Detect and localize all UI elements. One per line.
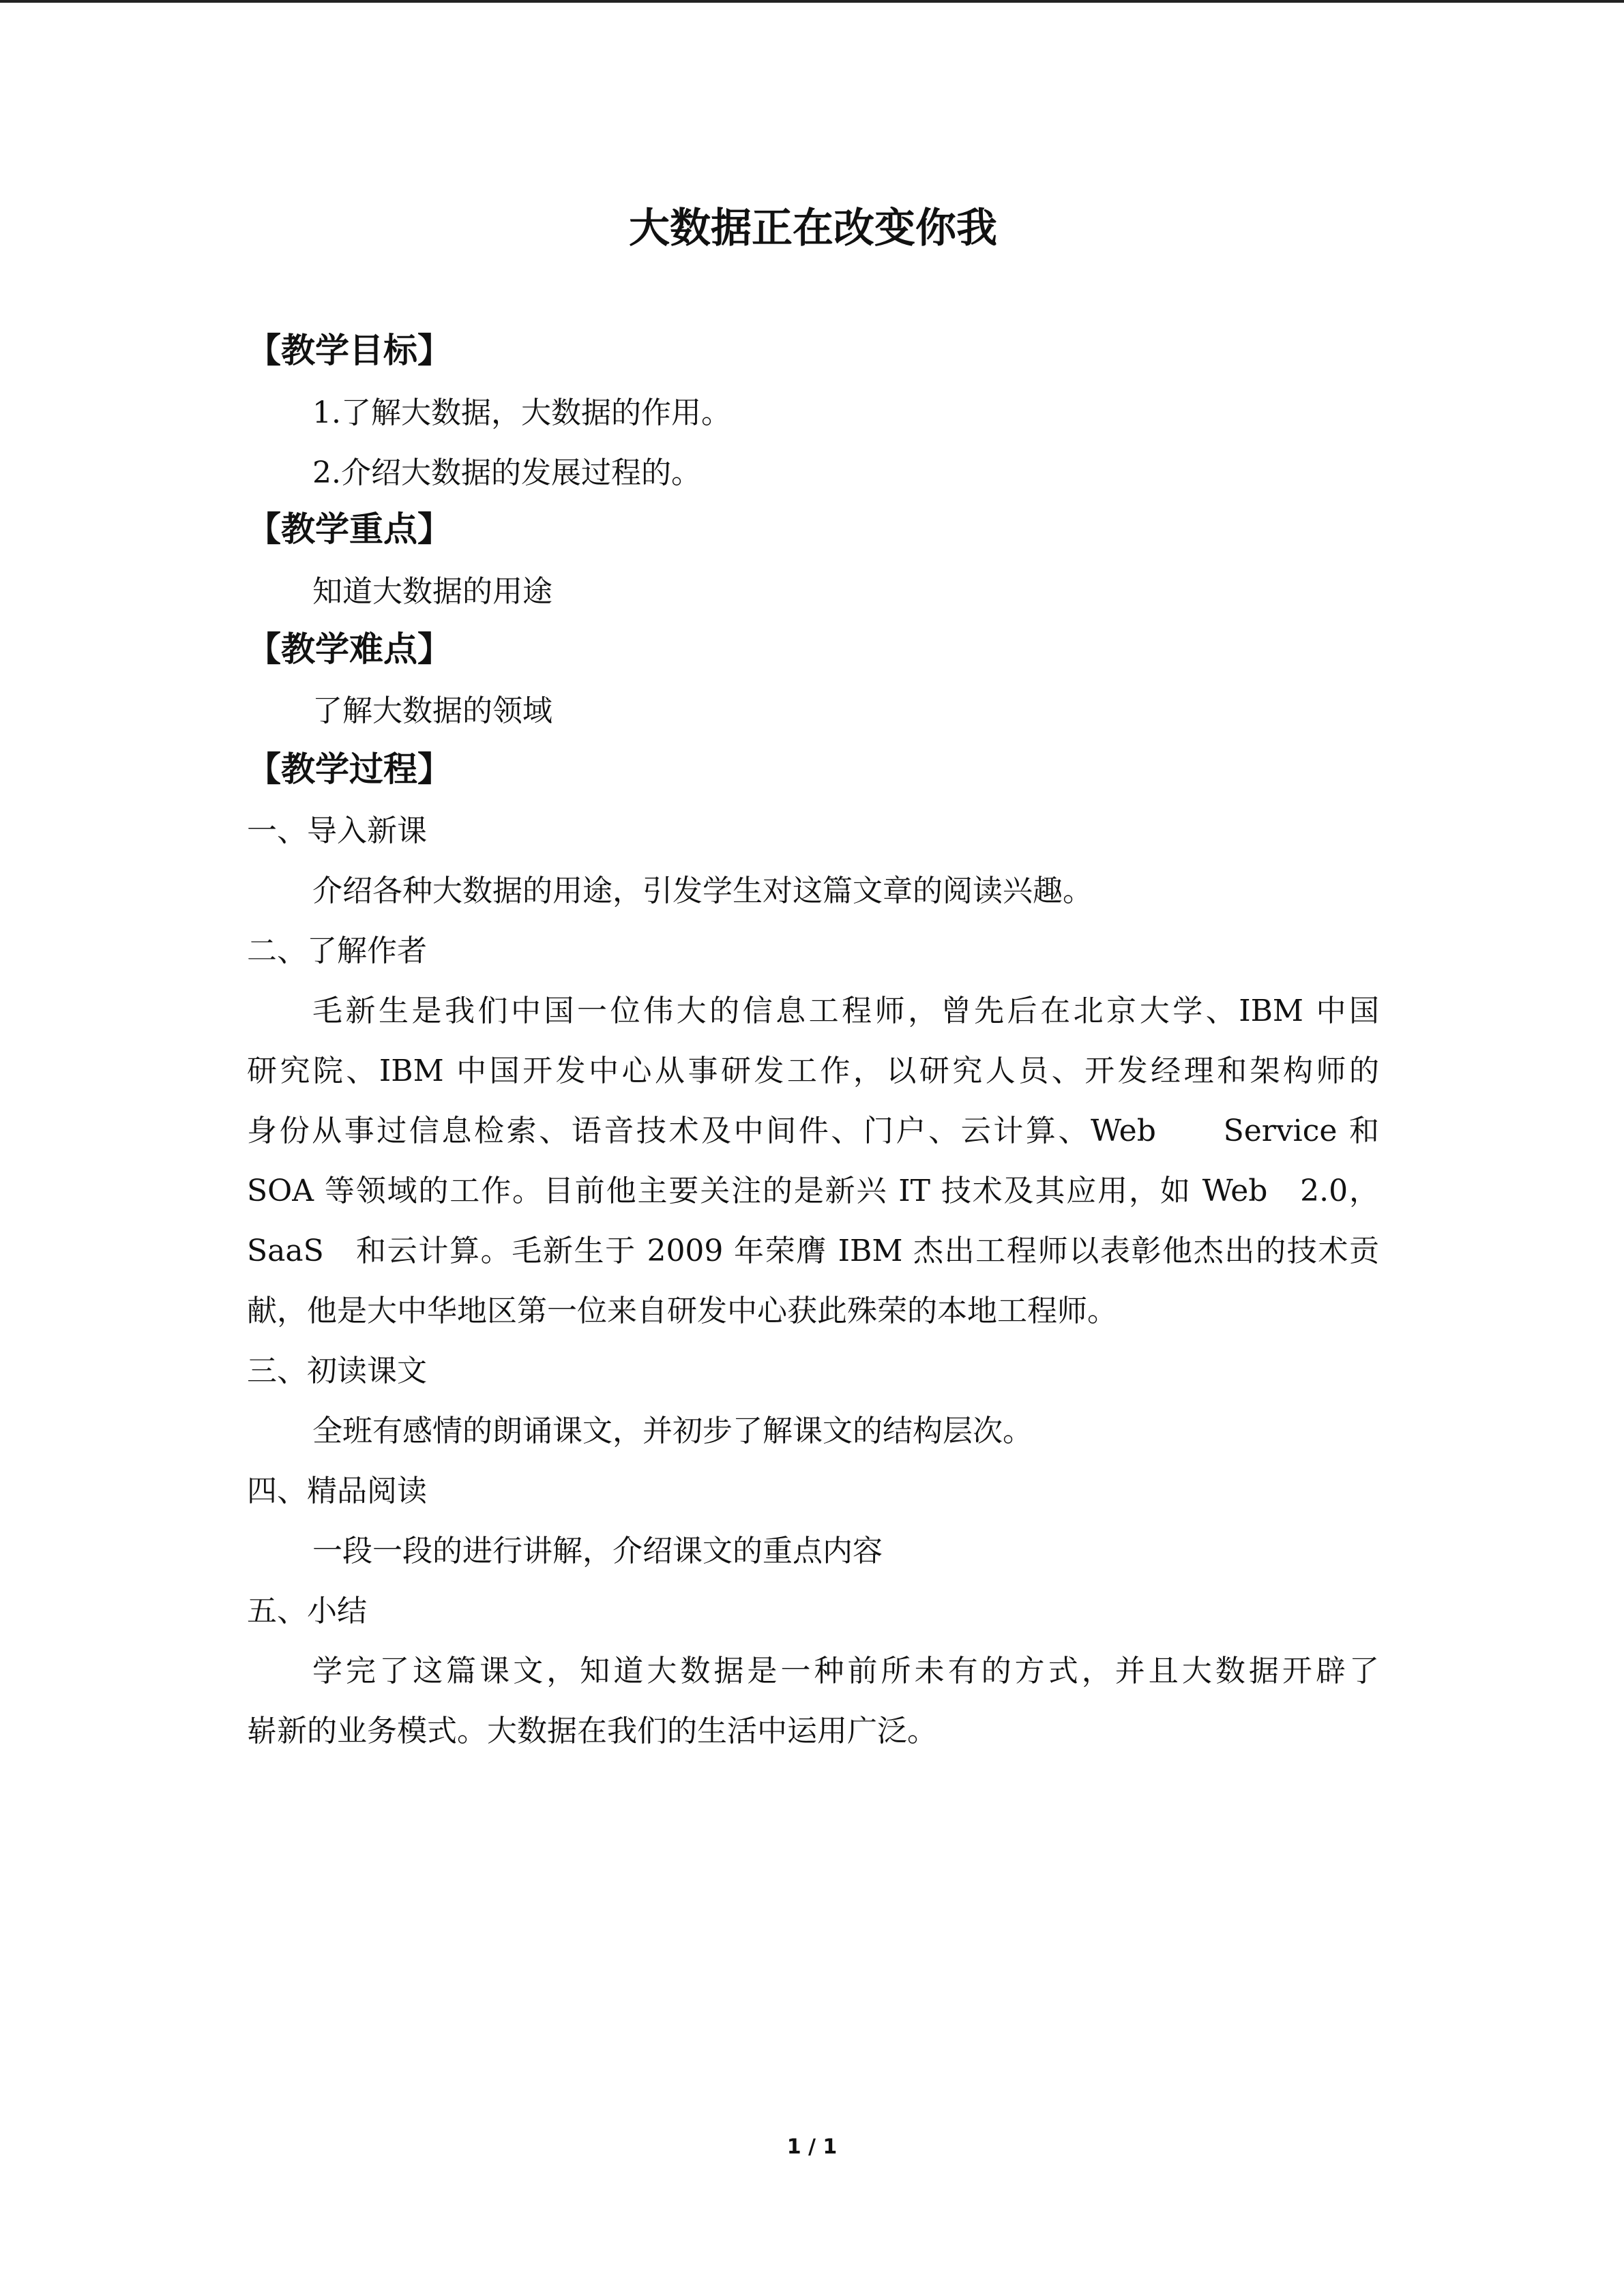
section-text: 一段一段的进行讲解，介绍课文的重点内容: [312, 1534, 883, 1568]
author-paragraph-line: 毛新生是我们中国一位伟大的信息工程师，曾先后在北京大学、IBM 中国: [312, 994, 1379, 1028]
author-paragraph-line: 身份从事过信息检索、语音技术及中间件、门户、云计算、Web Service 和: [247, 1114, 1379, 1148]
section-title: 五、小结: [247, 1594, 367, 1628]
difficulties-text: 了解大数据的领域: [312, 694, 552, 728]
top-border: [0, 0, 1624, 3]
section-text: 全班有感情的朗诵课文，并初步了解课文的结构层次。: [312, 1414, 1033, 1448]
objective-item: 1.了解大数据，大数据的作用。: [312, 396, 731, 430]
heading-difficulties: 【教学难点】: [247, 629, 452, 669]
summary-paragraph-line: 学完了这篇课文，知道大数据是一种前所未有的方式，并且大数据开辟了: [312, 1654, 1379, 1688]
section-title: 一、导入新课: [247, 814, 427, 848]
section-title: 二、了解作者: [247, 934, 427, 968]
author-paragraph-line: 研究院、IBM 中国开发中心从事研发工作，以研究人员、开发经理和架构师的: [247, 1054, 1379, 1088]
page-number: 1 / 1: [786, 2135, 838, 2159]
heading-objectives: 【教学目标】: [247, 331, 452, 370]
author-paragraph-line: 献，他是大中华地区第一位来自研发中心获此殊荣的本地工程师。: [247, 1294, 1117, 1328]
document-title: 大数据正在改变你我: [629, 205, 997, 252]
heading-key-points: 【教学重点】: [247, 509, 452, 549]
section-text: 介绍各种大数据的用途，引发学生对这篇文章的阅读兴趣。: [312, 874, 1093, 908]
heading-process: 【教学过程】: [247, 749, 452, 789]
summary-paragraph-line: 崭新的业务模式。大数据在我们的生活中运用广泛。: [247, 1714, 937, 1748]
section-title: 三、初读课文: [247, 1354, 427, 1388]
objective-item: 2.介绍大数据的发展过程的。: [312, 456, 701, 490]
key-points-text: 知道大数据的用途: [312, 574, 552, 609]
author-paragraph-line: SaaS 和云计算。毛新生于 2009 年荣膺 IBM 杰出工程师以表彰他杰出的技术贡: [247, 1234, 1379, 1268]
section-title: 四、精品阅读: [247, 1474, 427, 1508]
author-paragraph-line: SOA 等领域的工作。目前他主要关注的是新兴 IT 技术及其应用，如 Web 2.0，: [247, 1174, 1379, 1208]
